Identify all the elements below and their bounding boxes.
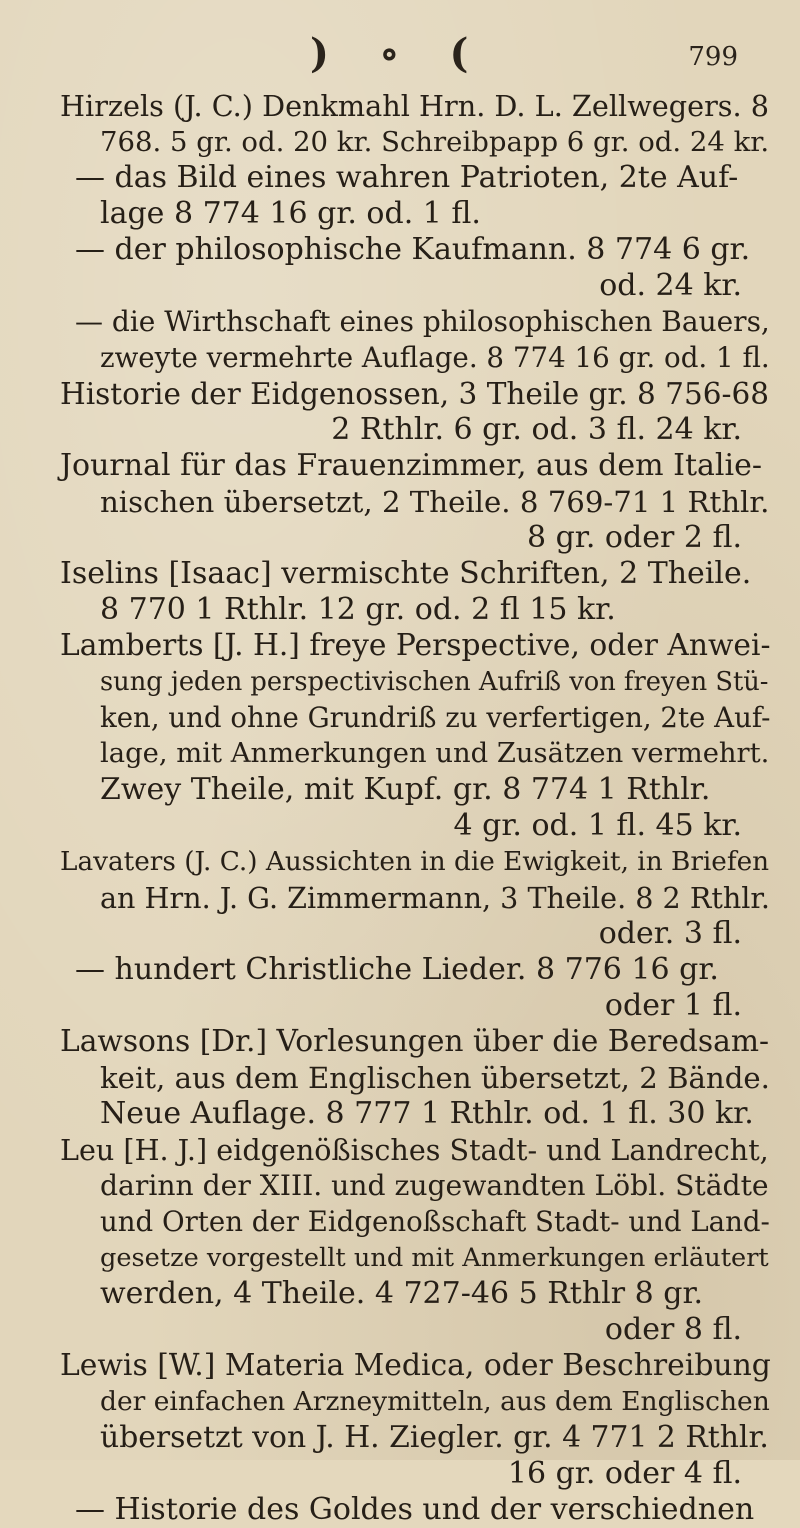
entry-line: Hirzels (J. C.) Denkmahl Hrn. D. L. Zellwegers. 8: [60, 89, 769, 123]
entry-line: — hundert Christliche Lieder. 8 776 16 gr.: [75, 952, 719, 987]
entry-line: od. 24 kr.: [599, 268, 742, 303]
entry-line: keit, aus dem Englischen übersetzt, 2 Bände.: [100, 1061, 770, 1095]
entry-line: der einfachen Arzneymitteln, aus dem Englischen: [100, 1386, 770, 1417]
entry-line: übersetzt von J. H. Ziegler. gr. 4 771 2 Rthlr.: [100, 1420, 769, 1455]
entry-line: nischen übersetzt, 2 Theile. 8 769-71 1 Rthlr.: [100, 485, 770, 519]
entry-line: 8 770 1 Rthlr. 12 gr. od. 2 fl 15 kr.: [100, 592, 616, 627]
entry-line: lage 8 774 16 gr. od. 1 fl.: [100, 196, 481, 231]
entry-line: Journal für das Frauenzimmer, aus dem Italie-: [60, 448, 762, 483]
entry-line: Lewis [W.] Materia Medica, oder Beschreibung: [60, 1348, 771, 1383]
entry-line: darinn der XIII. und zugewandten Löbl. Städte: [100, 1169, 769, 1202]
entry-line: — Historie des Goldes und der verschiednen: [75, 1492, 755, 1527]
entry-line: Historie der Eidgenossen, 3 Theile gr. 8 756-68: [60, 377, 769, 411]
entry-line: lage, mit Anmerkungen und Zusätzen vermehrt.: [100, 738, 770, 769]
entry-line: ken, und ohne Grundriß zu verfertigen, 2te Auf-: [100, 701, 771, 734]
entry-line: oder. 3 fl.: [598, 916, 742, 951]
entry-line: Lavaters (J. C.) Aussichten in die Ewigkeit, in Briefen: [60, 847, 770, 877]
entry-line: — der philosophische Kaufmann. 8 774 6 gr.: [75, 232, 751, 267]
page-header: [0, 30, 800, 80]
entry-line: sung jeden perspectivischen Aufriß von freyen Stü-: [100, 667, 769, 697]
entry-line: 16 gr. oder 4 fl.: [507, 1456, 742, 1491]
entry-line: Iselins [Isaac] vermischte Schriften, 2 Theile.: [60, 556, 752, 591]
entry-line: 768. 5 gr. od. 20 kr. Schreibpapp 6 gr. od. 24 kr.: [100, 126, 770, 158]
entry-line: Lamberts [J. H.] freye Perspective, oder Anwei-: [60, 628, 771, 663]
entry-line: an Hrn. J. G. Zimmermann, 3 Theile. 8 2 Rthlr.: [100, 881, 771, 915]
entry-line: oder 1 fl.: [604, 988, 742, 1023]
entry-line: — die Wirthschaft eines philosophischen Bauers,: [75, 305, 770, 338]
entry-line: Leu [H. J.] eidgenößisches Stadt- und Landrecht,: [60, 1133, 769, 1167]
entry-line: 4 gr. od. 1 fl. 45 kr.: [453, 808, 742, 843]
page-number: 799: [688, 42, 738, 72]
entry-line: Neue Auflage. 8 777 1 Rthlr. od. 1 fl. 30 kr.: [100, 1096, 754, 1131]
entry-line: werden, 4 Theile. 4 727-46 5 Rthlr 8 gr.: [100, 1276, 704, 1311]
header-ornament: ) ∘ (: [310, 30, 487, 77]
entry-line: zweyte vermehrte Auflage. 8 774 16 gr. od. 1 fl.: [100, 341, 770, 374]
entry-line: — das Bild eines wahren Patrioten, 2te Auf-: [75, 160, 739, 195]
entry-line: und Orten der Eidgenoßschaft Stadt- und Land-: [100, 1205, 770, 1238]
entry-line: gesetze vorgestellt und mit Anmerkungen erläutert: [100, 1243, 769, 1273]
entry-line: Zwey Theile, mit Kupf. gr. 8 774 1 Rthlr.: [100, 772, 711, 807]
entry-line: 8 gr. oder 2 fl.: [526, 520, 742, 555]
entry-line: Lawsons [Dr.] Vorlesungen über die Beredsam-: [60, 1024, 770, 1059]
entry-line: 2 Rthlr. 6 gr. od. 3 fl. 24 kr.: [331, 412, 742, 447]
entry-line: oder 8 fl.: [604, 1312, 742, 1347]
